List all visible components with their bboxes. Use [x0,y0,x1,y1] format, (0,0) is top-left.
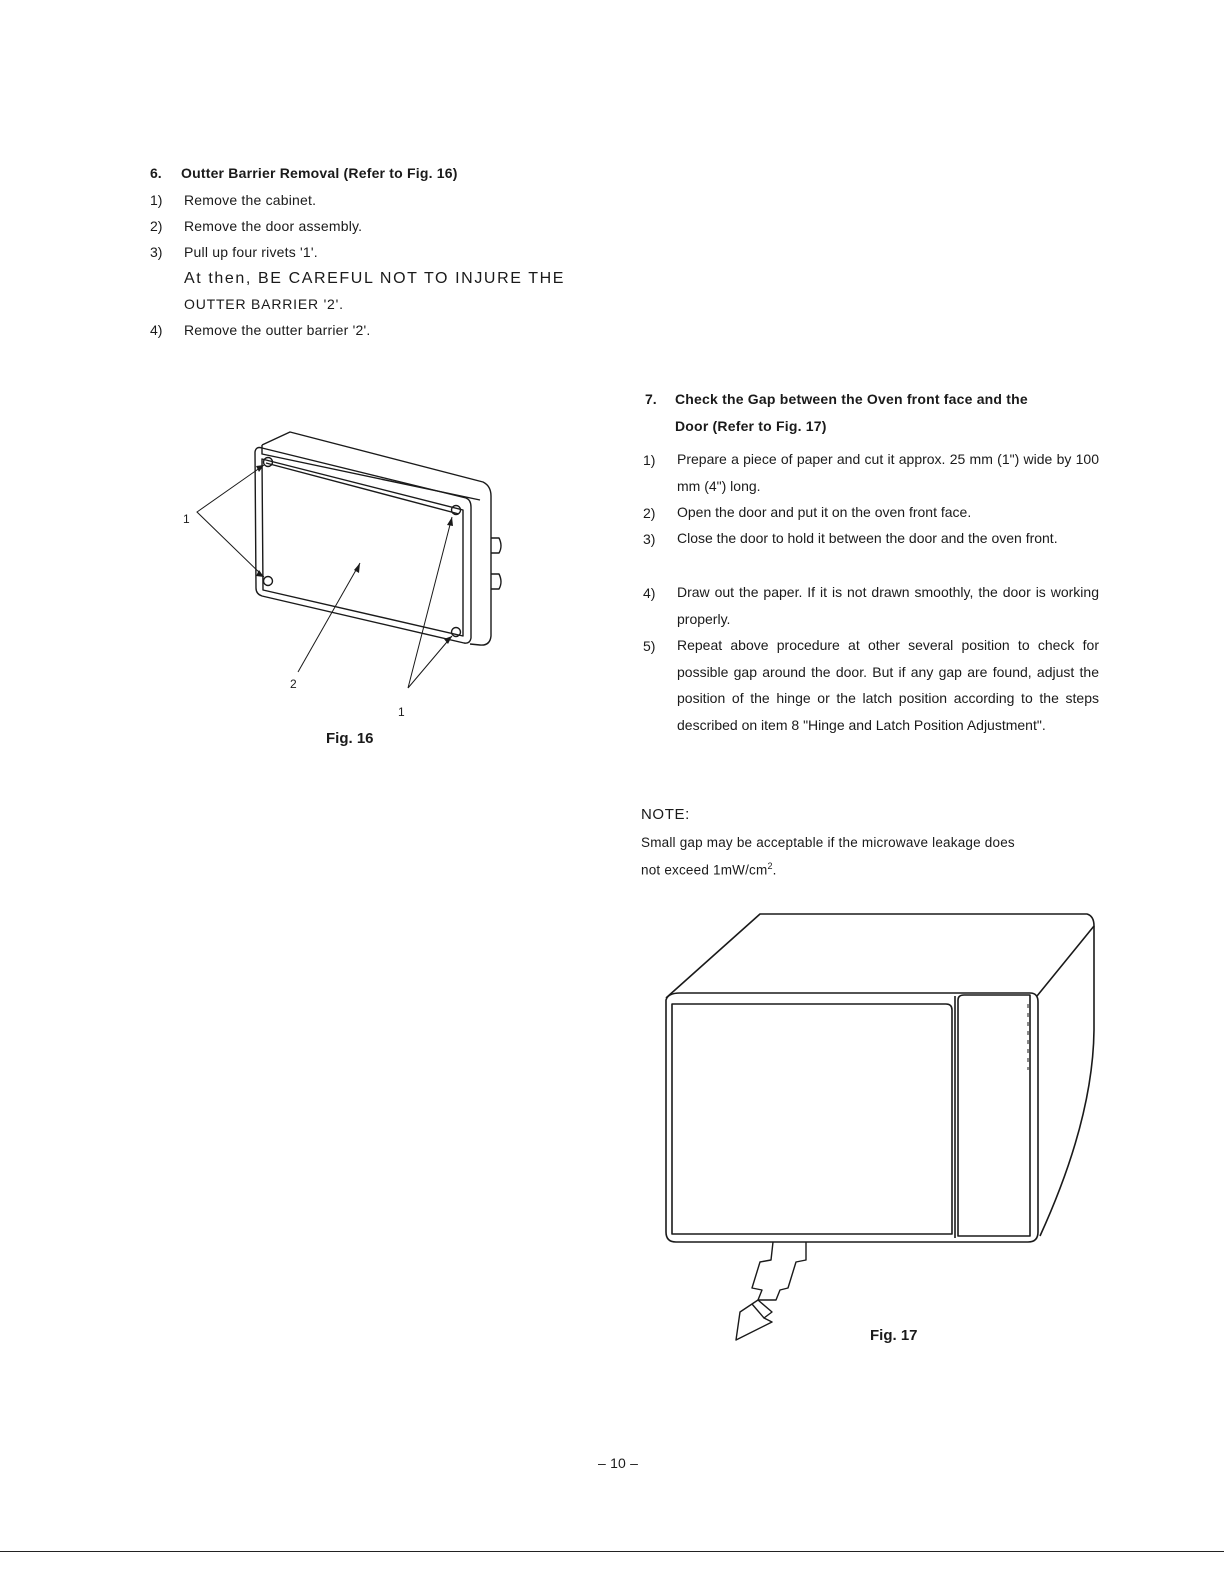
oven-top-face [666,914,1094,998]
section6-caution-line1: At then, BE CAREFUL NOT TO INJURE THE [184,270,566,287]
section7-step-text: Close the door to hold it between the door and the oven front. [677,530,1058,546]
section6-step-num: 3) [150,244,163,260]
figure16-label-barrier: 2 [290,677,297,691]
section6-caution-line2: OUTTER BARRIER '2'. [184,296,344,312]
oven-front-frame [666,993,1038,1242]
note-superscript: 2 [767,861,773,871]
section6-step-text: Remove the outter barrier '2'. [184,322,371,338]
section7-step-text: Prepare a piece of paper and cut it approx. 25 mm (1") wide by 100 mm (4") long. [677,451,1099,494]
oven-right-side [1040,926,1094,1236]
section7-title-line1: Check the Gap between the Oven front face and the [675,391,1028,407]
section6-title: Outter Barrier Removal (Refer to Fig. 16) [181,165,458,181]
note-heading: NOTE: [641,806,690,823]
note-line2-text: not exceed 1mW/cm [641,862,768,878]
section6-step-text: Remove the cabinet. [184,192,317,208]
section6-step-text: Pull up four rivets '1'. [184,244,318,260]
section7-step-num: 5) [643,638,656,654]
paper-strip-icon [752,1242,806,1300]
bottom-rule [0,1551,1224,1552]
section6-step-text: Remove the door assembly. [184,218,363,234]
section7-step-text: Open the door and put it on the oven front face. [677,504,972,520]
draw-out-arrow-icon [736,1300,772,1340]
section7-title-line2: Door (Refer to Fig. 17) [675,418,827,434]
section6-number: 6. [150,165,162,181]
note-line2-end: . [772,862,777,878]
oven-control-panel [958,995,1030,1236]
section7-number: 7. [645,391,657,407]
figure16-label-rivet-right: 1 [398,705,405,719]
section7-step-num: 4) [643,585,656,601]
figure16-caption: Fig. 16 [326,730,374,747]
section6-step-num: 2) [150,218,163,234]
section7-step-text: Draw out the paper. If it is not drawn smoothly, the door is working properly. [677,584,1099,627]
section7-step-num: 3) [643,531,656,547]
oven-door [672,1004,952,1234]
section7-step-text: Repeat above procedure at other several position to check for possible gap around the door. But if any gap are found, adjust the position of the hinge or the latch position according to the steps described on item 8 "Hinge and Latch Position Adjustment". [677,637,1099,733]
section6-step-num: 1) [150,192,163,208]
note-line1: Small gap may be acceptable if the microwave leakage does [641,835,1015,850]
section6-step-num: 4) [150,322,163,338]
section7-step-num: 2) [643,505,656,521]
figure16-label-rivet-left: 1 [183,512,190,526]
figure17-caption: Fig. 17 [870,1327,918,1344]
page-number: – 10 – [598,1455,639,1471]
section7-step-num: 1) [643,452,656,468]
